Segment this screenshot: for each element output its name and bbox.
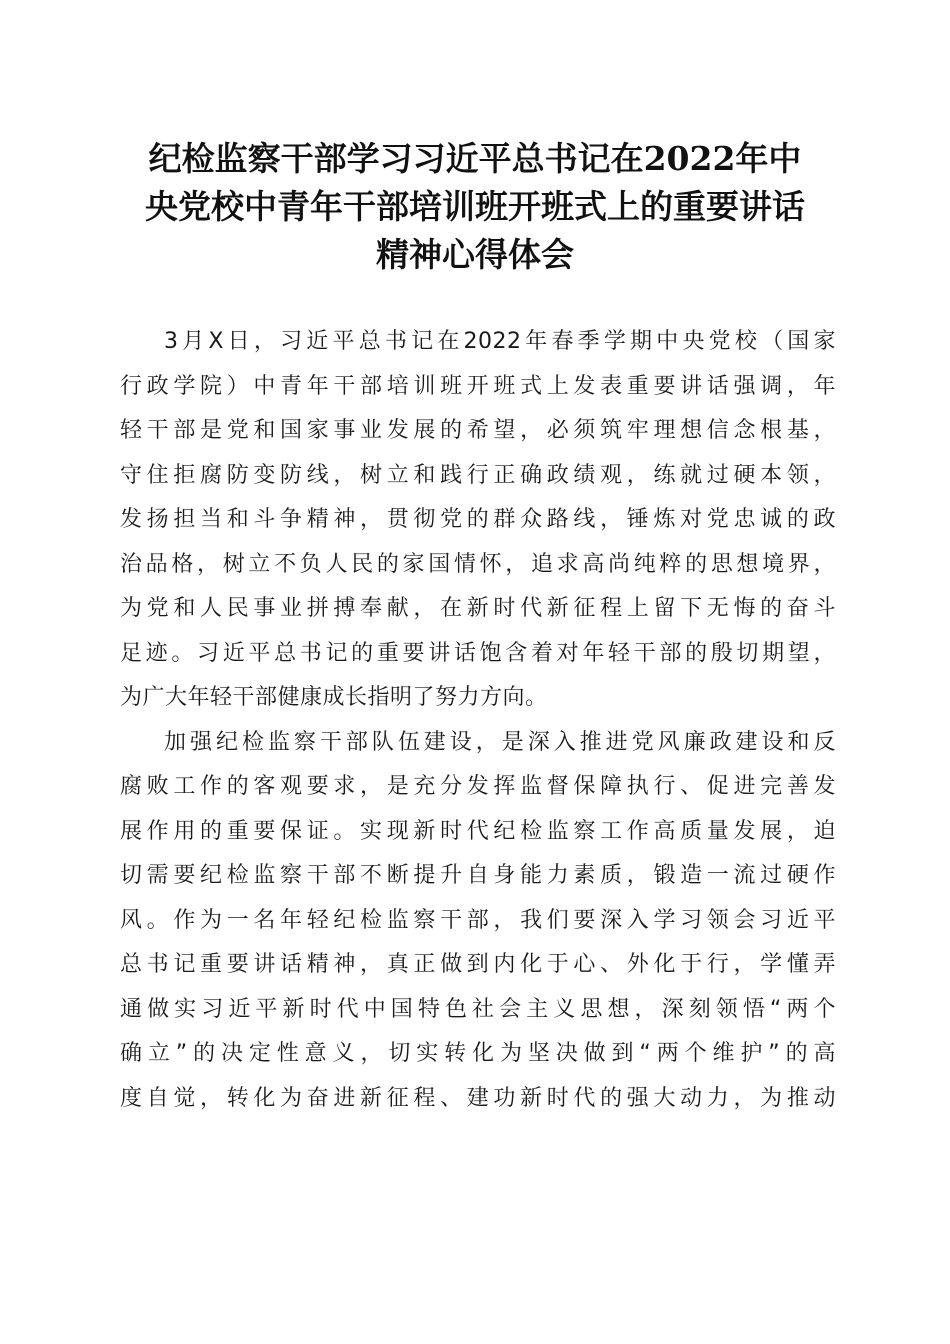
paragraph-line: 为广大年轻干部健康成长指明了努力方向。 — [120, 685, 548, 710]
paragraph-line: 发扬担当和斗争精神，贯彻党的群众路线，锤炼对党忠诚的政 — [120, 507, 836, 532]
paragraph-line: 展作用的重要保证。实现新时代纪检监察工作高质量发展，迫 — [120, 818, 836, 844]
document-title — [118, 135, 832, 279]
paragraph-line: 腐败工作的客观要求，是充分发挥监督保障执行、促进完善发 — [120, 774, 836, 799]
paragraph-line: 轻干部是党和国家事业发展的希望，必须筑牢理想信念根基， — [120, 418, 836, 443]
paragraph-line: 确立”的决定性意义，切实转化为坚决做到“两个维护”的高 — [120, 1041, 836, 1066]
title-line-1: 纪检监察干部学习习近平总书记在2022年中 — [148, 139, 802, 178]
paragraph-line: 切需要纪检监察干部不断提升自身能力素质，锻造一流过硬作 — [120, 863, 836, 888]
paragraph-line: 治品格，树立不负人民的家国情怀，追求高尚纯粹的思想境界， — [120, 551, 836, 577]
paragraph-line: 风。作为一名年轻纪检监察干部，我们要深入学习领会习近平 — [120, 907, 836, 933]
paragraph-line: 行政学院）中青年干部培训班开班式上发表重要讲话强调，年 — [120, 373, 836, 399]
paragraph-line: 足迹。习近平总书记的重要讲话饱含着对年轻干部的殷切期望， — [120, 640, 836, 666]
paragraph-line: 3月X日，习近平总书记在2022年春季学期中央党校（国家 — [164, 329, 836, 354]
paragraph-1 — [120, 320, 836, 721]
paragraph-2 — [120, 721, 836, 1122]
paragraph-line: 为党和人民事业拼搏奉献，在新时代新征程上留下无悔的奋斗 — [120, 596, 836, 621]
title-line-2: 央党校中青年干部培训班开班式上的重要讲话 — [145, 187, 805, 226]
title-line-3: 精神心得体会 — [376, 235, 574, 274]
document-body — [120, 320, 836, 1121]
paragraph-line: 度自觉，转化为奋进新征程、建功新时代的强大动力，为推动 — [120, 1085, 836, 1111]
paragraph-line: 守住拒腐防变防线，树立和践行正确政绩观，练就过硬本领， — [120, 462, 836, 488]
paragraph-line: 通做实习近平新时代中国特色社会主义思想，深刻领悟“两个 — [120, 996, 836, 1022]
paragraph-line: 总书记重要讲话精神，真正做到内化于心、外化于行，学懂弄 — [120, 952, 836, 977]
paragraph-line: 加强纪检监察干部队伍建设，是深入推进党风廉政建设和反 — [164, 729, 836, 755]
